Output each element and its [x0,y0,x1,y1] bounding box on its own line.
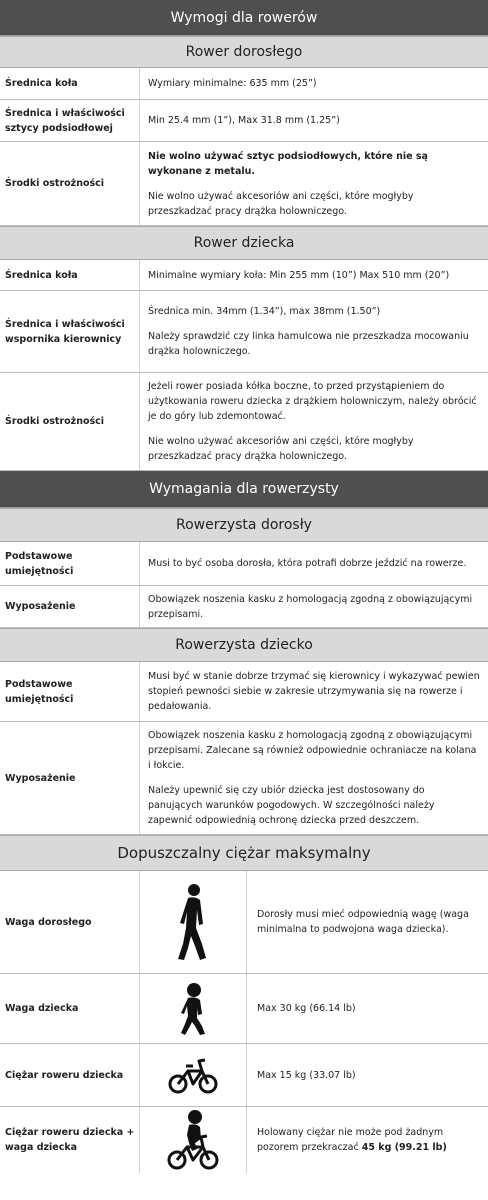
row-text: Min 25.4 mm (1”), Max 31.8 mm (1.25”) [148,115,340,126]
row-value [247,871,488,973]
max-weight-heading: Dopuszczalny ciężar maksymalny [0,835,488,871]
cyclist-requirements-title: Wymagania dla rowerzysty [0,471,488,508]
row-label: Waga dziecka [0,974,140,1043]
adult-bike-seatpost-row [0,100,488,142]
row-text: Średnica min. 34mm (1.34”), max 38mm (1.50”) [148,306,381,317]
row-value [140,291,488,372]
row-label: Ciężar roweru dziecka + waga dziecka [0,1107,140,1173]
row-label: Średnica i właściwości wspornika kierownicy [0,291,140,372]
row-value [140,586,488,627]
adult-weight-row [0,871,488,974]
row-text: Max 15 kg (33.07 lb) [257,1069,356,1081]
row-text: Musi być w stanie dobrze trzymać się kierownicy i wykazywać pewien stopień pewności siebie w zakresie utrzymywania się na rowerze i pedałowania. [148,671,480,712]
row-label: Średnica koła [0,68,140,99]
row-value [247,1044,488,1106]
row-label: Średnica koła [0,260,140,290]
child-riding-bike-icon [140,1107,247,1173]
child-cyclist-equipment-row [0,722,488,835]
row-value [140,542,488,585]
row-text-2: Należy sprawdzić czy linka hamulcowa nie przeszkadza mocowaniu drążka holowniczego. [148,331,469,357]
row-label: Podstawowe umiejętności [0,662,140,721]
adult-bike-precautions-row [0,142,488,226]
row-label: Środki ostrożności [0,373,140,470]
walking-child-icon [140,974,247,1043]
adult-cyclist-skills-row [0,542,488,586]
row-text: Musi to być osoba dorosła, która potrafi dobrze jeździć na rowerze. [148,558,467,569]
adult-cyclist-equipment-row [0,586,488,628]
child-bike-weight-row [0,1044,488,1107]
row-label: Waga dorosłego [0,871,140,973]
row-label: Ciężar roweru dziecka [0,1044,140,1106]
row-text-2: Należy upewnić się czy ubiór dziecka jest dostosowany do panujących warunków pogodowych. W szczególności należy zapewnić odpowiednią ochronę dziecka przed deszczem. [148,785,435,826]
combined-weight-row [0,1107,488,1173]
adult-cyclist-heading: Rowerzysta dorosły [0,508,488,542]
row-value [140,373,488,470]
row-value [140,142,488,225]
max-combined-weight: 45 kg (99.21 lb) [361,1142,447,1153]
child-cyclist-skills-row [0,662,488,722]
child-bike-wheel-row [0,260,488,291]
row-text: Obowiązek noszenia kasku z homologacją zgodną z obowiązującymi przepisami. [148,593,473,620]
bike-requirements-title: Wymogi dla rowerów [0,0,488,36]
row-value [247,974,488,1043]
row-text: Nie wolno używać akcesoriów ani części, które mogłyby przeszkadzać pracy drążka holowniczego. [148,190,414,217]
row-text: Wymiary minimalne: 635 mm (25”) [148,78,317,89]
row-value [140,100,488,141]
child-weight-row [0,974,488,1044]
row-text: Jeżeli rower posiada kółka boczne, to przed przystąpieniem do użytkowania roweru dziecka z drążkiem holowniczym, należy obrócić je do góry lub zdemontować. [148,381,477,422]
row-label: Podstawowe umiejętności [0,542,140,585]
child-bike-precautions-row [0,373,488,471]
child-bike-icon [140,1044,247,1106]
row-label: Średnica i właściwości sztycy podsiodłowej [0,100,140,141]
row-value [140,722,488,834]
row-text: Obowiązek noszenia kasku z homologacją zgodną z obowiązującymi przepisami. Zalecane są również odpowiednie ochraniacze na kolana i łokcie. [148,730,477,771]
row-label: Wyposażenie [0,722,140,834]
row-warning-text: Nie wolno używać sztyc podsiodłowych, które nie są wykonane z metalu. [148,150,428,177]
row-value [140,662,488,721]
child-bike-heading: Rower dziecka [0,226,488,260]
child-bike-stem-row [0,291,488,373]
row-label: Środki ostrożności [0,142,140,225]
row-value [140,68,488,99]
walking-adult-icon [140,871,247,973]
row-text-plain: Holowany ciężar nie może pod żadnym pozorem przekraczać [257,1127,444,1153]
row-label: Wyposażenie [0,586,140,627]
row-value [247,1107,488,1173]
row-text-2: Nie wolno używać akcesoriów ani części, które mogłyby przeszkadzać pracy drążka holowniczego. [148,436,414,462]
adult-bike-wheel-row [0,68,488,100]
row-text [257,1125,480,1155]
row-value [140,260,488,290]
child-cyclist-heading: Rowerzysta dziecko [0,628,488,662]
row-text: Max 30 kg (66.14 lb) [257,1003,356,1014]
adult-bike-heading: Rower dorosłego [0,36,488,68]
row-text: Dorosły musi mieć odpowiednią wagę (waga minimalna to podwojona waga dziecka). [257,909,469,935]
row-text: Minimalne wymiary koła: Min 255 mm (10”) Max 510 mm (20”) [148,269,450,281]
